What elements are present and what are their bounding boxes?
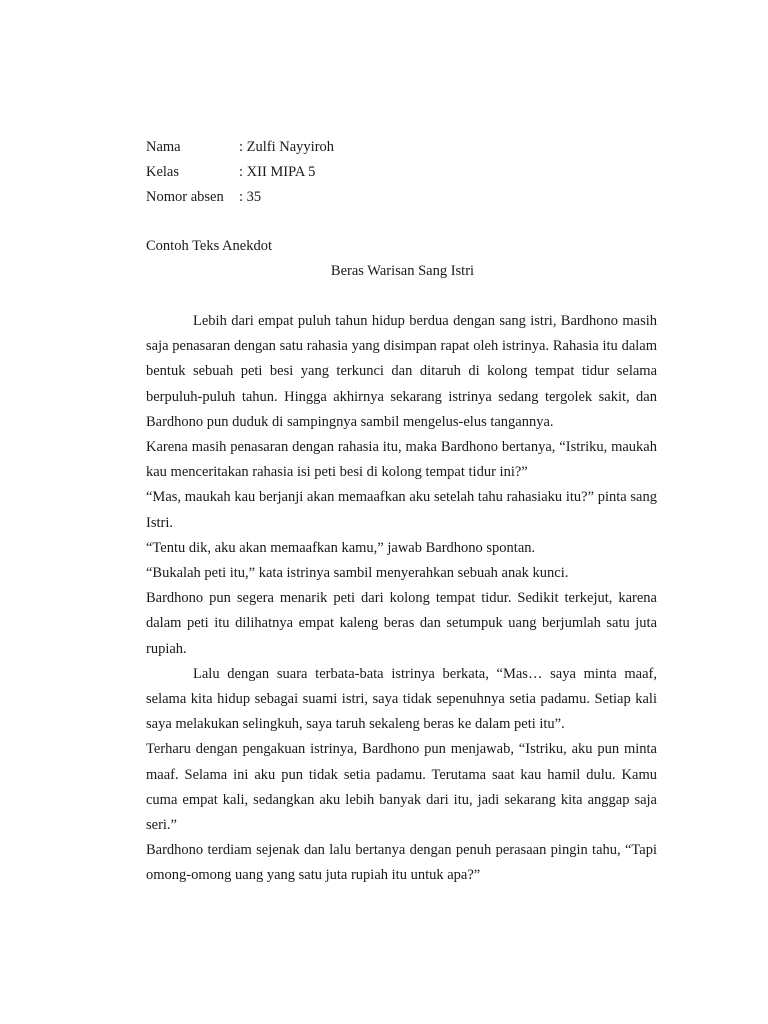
section-heading: Contoh Teks Anekdot: [146, 238, 272, 254]
identity-label: Kelas: [146, 164, 180, 180]
paragraph: Bardhono terdiam sejenak dan lalu bertanya dengan penuh perasaan pingin tahu, “Tapi omong-omong uang yang satu juta rupiah itu untuk apa?”: [146, 842, 657, 884]
story-title: Beras Warisan Sang Istri: [330, 263, 475, 279]
spacer: [146, 210, 657, 234]
spacer: [146, 284, 657, 309]
paragraph: Karena masih penasaran dengan rahasia itu, maka Bardhono bertanya, “Istriku, maukah kau menceritakan rahasia isi peti besi di kolong tempat tidur ini?”: [146, 439, 657, 481]
paragraph: Terharu dengan pengakuan istrinya, Bardhono pun menjawab, “Istriku, aku pun minta maaf. Selama ini aku pun tidak setia padamu. Terutama saat kau hamil dulu. Kamu cuma empat kali, sedangkan aku lebih banyak dari itu, jadi sekarang kita anggap saja seri.”: [146, 741, 657, 834]
identity-label: Nomor absen: [146, 189, 224, 205]
identity-row-name: [146, 135, 657, 160]
paragraph: “Mas, maukah kau berjanji akan memaafkan aku setelah tahu rahasiaku itu?” pinta sang Istri.: [146, 489, 657, 531]
identity-row-number: [146, 185, 657, 210]
identity-value: : Zulfi Nayyiroh: [239, 139, 335, 155]
identity-value: : XII MIPA 5: [239, 164, 316, 180]
paragraph: Lebih dari empat puluh tahun hidup berdua dengan sang istri, Bardhono masih saja penasaran dengan satu rahasia yang disimpan rapat oleh istrinya. Rahasia itu dalam bentuk sebuah peti besi yang terkunci dan ditaruh di kolong tempat tidur selama berpuluh-puluh tahun. Hingga akhirnya sekarang istrinya sedang tergolek sakit, dan Bardhono pun duduk di sampingnya sambil mengelus-elus tangannya.: [146, 313, 657, 430]
paragraph: “Bukalah peti itu,” kata istrinya sambil menyerahkan sebuah anak kunci.: [146, 565, 569, 582]
paragraph: Lalu dengan suara terbata-bata istrinya berkata, “Mas… saya minta maaf, selama kita hidup sebagai suami istri, saya tidak sepenuhnya setia padamu. Setiap kali saya melakukan selingkuh, saya taruh sekaleng beras ke dalam peti itu”.: [146, 665, 657, 733]
identity-row-class: [146, 160, 657, 185]
paragraph: Bardhono pun segera menarik peti dari kolong tempat tidur. Sedikit terkejut, karena dalam peti itu dilihatnya empat kaleng beras dan setumpuk uang berjumlah satu juta rupiah.: [146, 590, 657, 657]
document-page: [146, 135, 657, 889]
paragraph: “Tentu dik, aku akan memaafkan kamu,” jawab Bardhono spontan.: [146, 539, 536, 556]
identity-value: : 35: [239, 189, 262, 205]
identity-label: Nama: [146, 139, 181, 155]
